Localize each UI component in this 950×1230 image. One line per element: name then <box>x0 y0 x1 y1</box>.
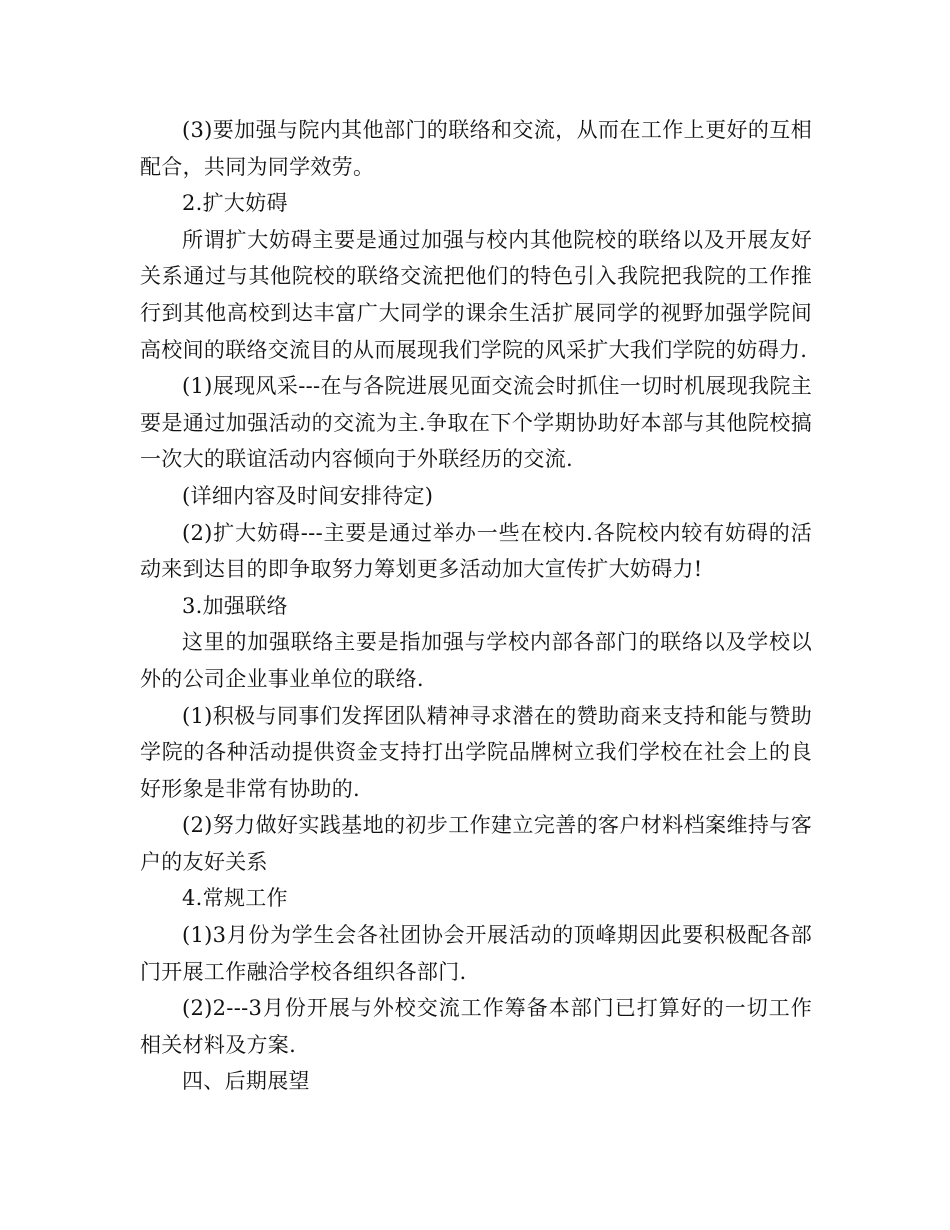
note-details-pending: (详细内容及时间安排待定) <box>182 483 434 508</box>
paragraph-march-peak: (1)3月份为学生会各社团协会开展活动的顶峰期因此要积极配各部门开展工作融洽学校各组织各部门. <box>140 923 812 984</box>
paragraph-exchange-prep: (2)2---3月份开展与外校交流工作筹备本部门已打算好的一切工作相关材料及方案. <box>140 996 812 1057</box>
section-heading-outlook: 四、后期展望 <box>182 1069 310 1094</box>
section-heading-expand-influence: 2.扩大妨碍 <box>182 191 288 216</box>
paragraph-show-style: (1)展现风采---在与各院进展见面交流会时抓住一切时机展现我院主要是通过加强活动的交流为主.争取在下个学期协助好本部与其他院校搞一次大的联谊活动内容倾向于外联经历的交流. <box>140 374 812 472</box>
paragraph-expand-influence-activities: (2)扩大妨碍---主要是通过举办一些在校内.各院校内较有妨碍的活动来到达目的即争取努力筹划更多活动加大宣传扩大妨碍力! <box>140 520 812 582</box>
paragraph-practice-base: (2)努力做好实践基地的初步工作建立完善的客户材料档案维持与客户的友好关系 <box>140 813 812 874</box>
section-heading-strengthen-contact: 3.加强联络 <box>182 593 288 618</box>
paragraph-expand-influence-intro: 所谓扩大妨碍主要是通过加强与校内其他院校的联络以及开展友好关系通过与其他院校的联络交流把他们的特色引入我院把我院的工作推行到其他高校到达丰富广大同学的课余生活扩展同学的视野加强学院间高校间的联络交流目的从而展现我们学院的风采扩大我们学院的妨碍力. <box>140 227 812 362</box>
section-heading-routine-work: 4.常规工作 <box>182 886 288 911</box>
paragraph-strengthen-contact-intro: 这里的加强联络主要是指加强与学校内部各部门的联络以及学校以外的公司企业事业单位的联络. <box>140 630 812 691</box>
paragraph-coordination: (3)要加强与院内其他部门的联络和交流，从而在工作上更好的互相配合，共同为同学效劳。 <box>140 118 812 179</box>
document-body <box>140 112 812 1100</box>
paragraph-sponsors: (1)积极与同事们发挥团队精神寻求潜在的赞助商来支持和能与赞助学院的各种活动提供资金支持打出学院品牌树立我们学校在社会上的良好形象是非常有协助的. <box>140 703 812 801</box>
